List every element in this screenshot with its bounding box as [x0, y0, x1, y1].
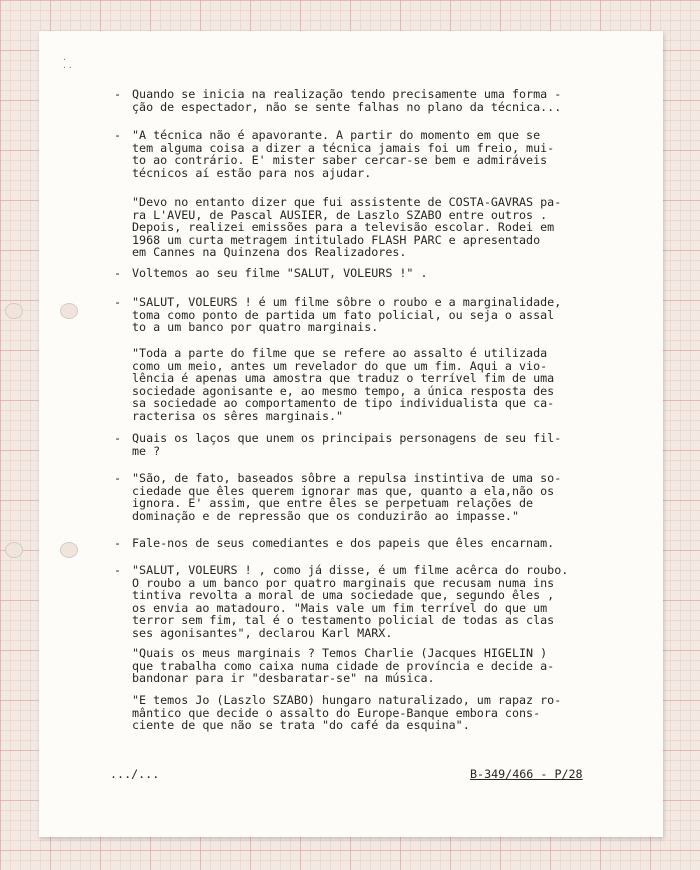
- document-reference: B-349/466 - P/28: [470, 767, 583, 781]
- bullet-dash: -: [114, 295, 122, 309]
- bullet-dash: -: [114, 431, 122, 445]
- text-line: os envia ao matadouro. "Mais vale um fim terrível do que um: [132, 600, 548, 615]
- text-line: Voltemos ao seu filme "SALUT, VOLEURS !" .: [132, 266, 428, 280]
- text-line: ses agonisantes", declarou Karl MARX.: [132, 626, 393, 640]
- punch-hole-top-inner: [60, 303, 78, 319]
- text-line: me ?: [132, 443, 161, 458]
- text-line: técnicos aí estão para nos ajudar.: [132, 165, 372, 180]
- text-line: como um meio, antes um revelador do que um fim. Aqui a vio-: [132, 358, 548, 373]
- text-line: ciedade que êles querem ignorar mas que, quanto a ela,não os: [132, 483, 555, 498]
- text-line: toma como ponto de partida um fato policial, ou seja o assal: [132, 307, 555, 322]
- text-line: bandonar para ir "desbaratar-se" na música.: [132, 671, 435, 686]
- punch-hole-bottom-inner: [60, 542, 78, 558]
- text-line: "SALUT, VOLEURS ! , como já disse, é um filme acêrca do roubo.: [132, 563, 569, 577]
- text-line: Fale-nos de seus comediantes e dos papeis que êles encarnam.: [132, 536, 555, 550]
- text-line: "Devo no entanto dizer que fui assistente de COSTA-GAVRAS pa-: [132, 195, 562, 209]
- text-line: ra L'AVEU, de Pascal AUSIER, de Laszlo SZABO entre outros .: [132, 207, 548, 222]
- text-line: "Toda a parte do filme que se refere ao assalto é utilizada: [132, 346, 548, 360]
- text-line: 1968 um curta metragem intitulado FLASH PARC e apresentado: [132, 232, 541, 247]
- text-line: que trabalha como caixa numa cidade de província e decide a-: [132, 658, 555, 673]
- text-line: mântico que decide o assalto do Europe-Banque embora cons-: [132, 705, 541, 720]
- text-line: sociedade agonisante e, ao mesmo tempo, a única resposta des: [132, 383, 555, 398]
- punch-hole-bottom: [5, 542, 23, 558]
- text-line: tintiva revolta a moral de uma sociedade que, segundo êles ,: [132, 588, 555, 603]
- text-line: to ao contrário. E' mister saber cercar-se bem e admiráveis: [132, 153, 548, 168]
- text-line: racterisa os sêres marginais.": [132, 409, 344, 423]
- text-line: sa sociedade ao comportamento de tipo individualista que ca-: [132, 396, 555, 411]
- text-line: dominação e de repressão que os conduzirão ao impasse.": [132, 508, 520, 523]
- text-line: "SALUT, VOLEURS ! é um filme sôbre o roubo e a marginalidade,: [132, 295, 562, 309]
- text-line: to a um banco por quatro marginais.: [132, 320, 379, 335]
- bullet-dash: -: [114, 563, 122, 577]
- punch-hole-top: [5, 303, 23, 319]
- text-line: lência é apenas uma amostra que traduz o terrível fim de uma: [132, 371, 555, 386]
- text-line: "A técnica não é apavorante. A partir do momento em que se: [132, 128, 541, 142]
- text-line: tem alguma coisa a dizer a técnica jamais foi um freio, mui-: [132, 140, 555, 155]
- bullet-dash: -: [114, 536, 122, 550]
- text-line: ção de espectador, não se sente falhas no plano da técnica...: [132, 99, 562, 114]
- staple-mark: · ··: [62, 55, 74, 72]
- text-line: Quando se inicia na realização tendo precisamente uma forma -: [132, 87, 562, 101]
- text-line: em Cannes na Quinzena dos Realizadores.: [132, 245, 407, 260]
- text-line: "Quais os meus marginais ? Temos Charlie (Jacques HIGELIN ): [132, 646, 548, 660]
- continued-marker: .../...: [110, 767, 160, 781]
- bullet-dash: -: [114, 266, 122, 280]
- text-line: terror sem fim, tal é o testamento policial de todas as clas: [132, 613, 555, 628]
- bullet-dash: -: [114, 128, 122, 142]
- text-line: ignora. E' assim, que entre êles se perpetuam relações de: [132, 496, 534, 511]
- text-line: Quais os laços que unem os principais personagens de seu fil-: [132, 431, 562, 445]
- bullet-dash: -: [114, 471, 122, 485]
- bullet-dash: -: [114, 87, 122, 101]
- text-line: "E temos Jo (Laszlo SZABO) hungaro naturalizado, um rapaz ro-: [132, 693, 562, 707]
- text-line: ciente de que não se trata "do café da esquina".: [132, 718, 470, 733]
- text-line: Depois, realizei emissões para a televisão escolar. Rodei em: [132, 220, 555, 235]
- text-line: "São, de fato, baseados sôbre a repulsa instintiva de uma so-: [132, 471, 562, 485]
- text-line: O roubo a um banco por quatro marginais que recusam numa ins: [132, 575, 555, 590]
